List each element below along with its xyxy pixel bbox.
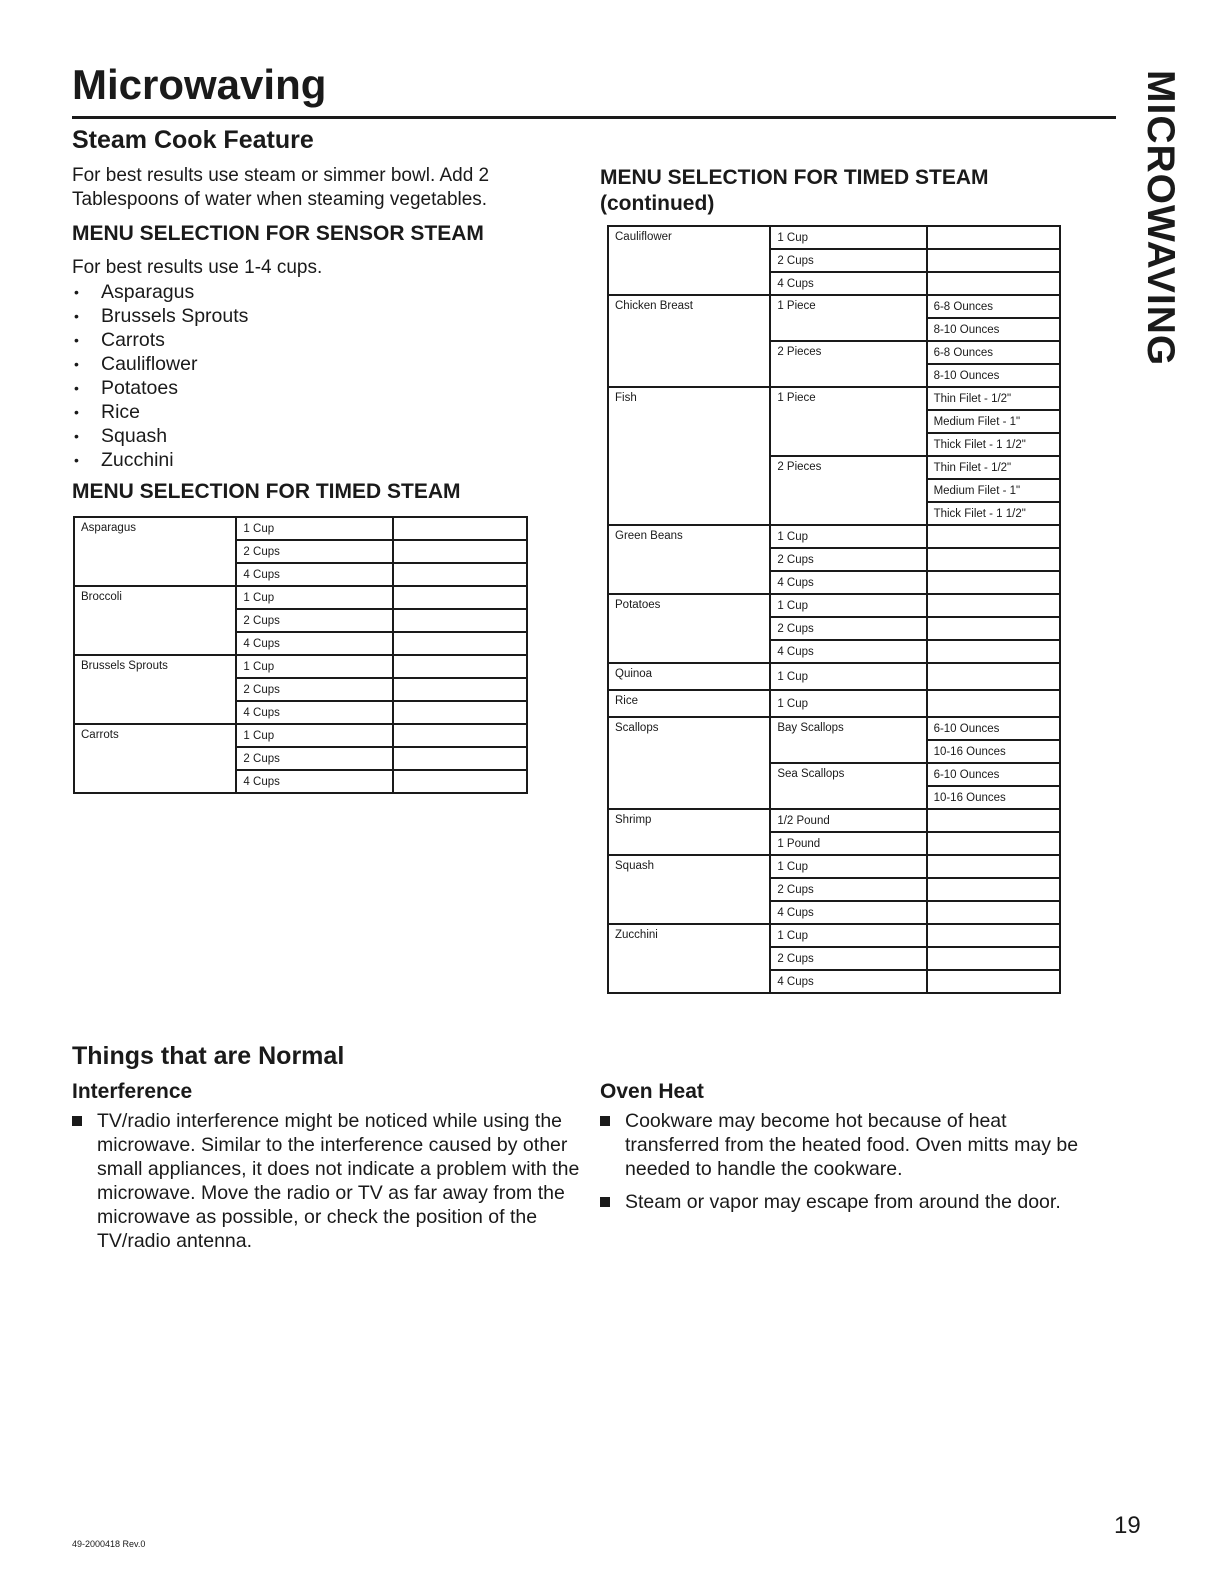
table-row (608, 855, 1060, 878)
amount-cell: 1 Pound (770, 832, 926, 855)
size-cell (927, 525, 1060, 548)
size-cell (927, 272, 1060, 295)
size-cell (927, 970, 1060, 993)
table-row (608, 387, 1060, 410)
amount-cell: 4 Cups (770, 970, 926, 993)
table-row (608, 525, 1060, 548)
food-cell: Potatoes (608, 594, 770, 663)
amount-cell: 4 Cups (236, 701, 392, 724)
amount-cell: 1 Cup (236, 517, 392, 540)
amount-cell: 4 Cups (236, 563, 392, 586)
size-cell (393, 770, 527, 793)
list-item: • Carrots (72, 328, 248, 352)
table-row (608, 295, 1060, 318)
amount-cell: 1 Cup (770, 855, 926, 878)
oven-heat-heading: Oven Heat (600, 1080, 704, 1103)
food-cell: Fish (608, 387, 770, 525)
amount-cell: Sea Scallops (770, 763, 926, 809)
size-cell (927, 594, 1060, 617)
list-item: • Zucchini (72, 448, 248, 472)
amount-cell: 2 Cups (770, 947, 926, 970)
size-cell: 6-8 Ounces (927, 295, 1060, 318)
amount-cell: 1 Cup (236, 655, 392, 678)
timed-steam-cont-heading (600, 165, 989, 217)
amount-cell: 2 Cups (236, 678, 392, 701)
amount-cell: 2 Cups (236, 747, 392, 770)
list-item: • Potatoes (72, 376, 248, 400)
amount-cell: 1 Piece (770, 387, 926, 456)
table-row (608, 594, 1060, 617)
food-cell: Cauliflower (608, 226, 770, 295)
amount-cell: 2 Cups (770, 878, 926, 901)
size-cell (927, 663, 1060, 690)
size-cell (927, 617, 1060, 640)
size-cell (927, 924, 1060, 947)
list-item: Cookware may become hot because of heat transferred from the heated food. Oven mitts may be needed to handle the cookware. (600, 1109, 1100, 1181)
food-cell: Rice (608, 690, 770, 717)
table-row (608, 924, 1060, 947)
amount-cell: 2 Cups (770, 548, 926, 571)
size-cell (927, 855, 1060, 878)
size-cell (927, 947, 1060, 970)
size-cell (393, 701, 527, 724)
list-item: Steam or vapor may escape from around the door. (600, 1190, 1100, 1214)
amount-cell: 2 Cups (770, 617, 926, 640)
table-row (74, 655, 527, 678)
side-tab: MICROWAVING (1139, 70, 1182, 367)
amount-cell: 1 Cup (236, 586, 392, 609)
amount-cell: 2 Cups (770, 249, 926, 272)
interference-heading: Interference (72, 1080, 193, 1103)
amount-cell: 2 Pieces (770, 456, 926, 525)
amount-cell: 4 Cups (770, 272, 926, 295)
amount-cell: 1 Cup (770, 924, 926, 947)
amount-cell: 1 Cup (770, 594, 926, 617)
amount-cell: 1/2 Pound (770, 809, 926, 832)
timed-steam-cont-line-2: (continued) (600, 192, 715, 215)
size-cell: 10-16 Ounces (927, 740, 1060, 763)
size-cell (393, 632, 527, 655)
steam-cook-intro: For best results use steam or simmer bowl. Add 2 Tablespoons of water when steaming vegetables. (72, 165, 490, 210)
food-cell: Green Beans (608, 525, 770, 594)
timed-steam-cont-line-1: MENU SELECTION FOR TIMED STEAM (600, 166, 989, 189)
size-cell: Thin Filet - 1/2" (927, 387, 1060, 410)
food-cell: Squash (608, 855, 770, 924)
food-cell: Broccoli (74, 586, 236, 655)
size-cell (393, 678, 527, 701)
amount-cell: 1 Cup (770, 226, 926, 249)
list-item: • Squash (72, 424, 248, 448)
things-normal-title: Things that are Normal (72, 1042, 345, 1070)
size-cell (393, 540, 527, 563)
size-cell (927, 640, 1060, 663)
table-row (608, 809, 1060, 832)
amount-cell: 4 Cups (770, 640, 926, 663)
steam-cook-title: Steam Cook Feature (72, 126, 314, 154)
size-cell (393, 517, 527, 540)
table-row (74, 517, 527, 540)
size-cell: 10-16 Ounces (927, 786, 1060, 809)
size-cell: Thick Filet - 1 1/2" (927, 502, 1060, 525)
size-cell: 6-10 Ounces (927, 717, 1060, 740)
table-row (74, 586, 527, 609)
size-cell (393, 586, 527, 609)
amount-cell: 1 Cup (770, 663, 926, 690)
size-cell (393, 747, 527, 770)
list-item: • Brussels Sprouts (72, 304, 248, 328)
amount-cell: 4 Cups (236, 770, 392, 793)
food-cell: Quinoa (608, 663, 770, 690)
timed-steam-table-left (73, 516, 528, 794)
food-cell: Scallops (608, 717, 770, 809)
amount-cell: 1 Cup (770, 690, 926, 717)
interference-list (72, 1109, 582, 1262)
food-cell: Brussels Sprouts (74, 655, 236, 724)
title-rule (72, 116, 1116, 119)
size-cell (393, 724, 527, 747)
food-cell: Shrimp (608, 809, 770, 855)
size-cell (927, 690, 1060, 717)
size-cell (393, 563, 527, 586)
food-cell: Asparagus (74, 517, 236, 586)
timed-steam-table-right (607, 225, 1061, 994)
size-cell: 6-10 Ounces (927, 763, 1060, 786)
size-cell (927, 809, 1060, 832)
size-cell: Thick Filet - 1 1/2" (927, 433, 1060, 456)
size-cell (927, 548, 1060, 571)
size-cell (927, 901, 1060, 924)
food-cell: Chicken Breast (608, 295, 770, 387)
amount-cell: 4 Cups (770, 901, 926, 924)
size-cell: 6-8 Ounces (927, 341, 1060, 364)
amount-cell: 1 Piece (770, 295, 926, 341)
amount-cell: 2 Cups (236, 540, 392, 563)
table-row (608, 226, 1060, 249)
amount-cell: 2 Cups (236, 609, 392, 632)
document-code: 49-2000418 Rev.0 (72, 1539, 146, 1549)
amount-cell: 1 Cup (236, 724, 392, 747)
food-cell: Carrots (74, 724, 236, 793)
size-cell (927, 249, 1060, 272)
amount-cell: 4 Cups (236, 632, 392, 655)
size-cell (393, 609, 527, 632)
table-row (608, 663, 1060, 690)
size-cell: Medium Filet - 1" (927, 479, 1060, 502)
amount-cell: 2 Pieces (770, 341, 926, 387)
timed-steam-heading: MENU SELECTION FOR TIMED STEAM (72, 480, 461, 503)
amount-cell: 1 Cup (770, 525, 926, 548)
size-cell (927, 832, 1060, 855)
list-item: • Rice (72, 400, 248, 424)
size-cell: Medium Filet - 1" (927, 410, 1060, 433)
sensor-steam-intro: For best results use 1-4 cups. (72, 257, 323, 278)
table-row (608, 690, 1060, 717)
size-cell (927, 878, 1060, 901)
table-row (608, 717, 1060, 740)
list-item: TV/radio interference might be noticed while using the microwave. Similar to the interference caused by other small appliances, it does not indicate a problem with the microwave. Move the radio or TV as far away from the microwave as possible, or check the position of the TV/radio antenna. (72, 1109, 582, 1253)
size-cell: 8-10 Ounces (927, 364, 1060, 387)
amount-cell: Bay Scallops (770, 717, 926, 763)
sensor-steam-heading: MENU SELECTION FOR SENSOR STEAM (72, 222, 484, 245)
size-cell (927, 226, 1060, 249)
size-cell: Thin Filet - 1/2" (927, 456, 1060, 479)
list-item: • Cauliflower (72, 352, 248, 376)
food-cell: Zucchini (608, 924, 770, 993)
list-item: • Asparagus (72, 280, 248, 304)
sensor-steam-list (72, 280, 248, 472)
size-cell (927, 571, 1060, 594)
size-cell (393, 655, 527, 678)
size-cell: 8-10 Ounces (927, 318, 1060, 341)
oven-heat-list (600, 1109, 1100, 1223)
page-title: Microwaving (72, 61, 327, 108)
amount-cell: 4 Cups (770, 571, 926, 594)
table-row (74, 724, 527, 747)
page-number: 19 (1114, 1512, 1141, 1539)
